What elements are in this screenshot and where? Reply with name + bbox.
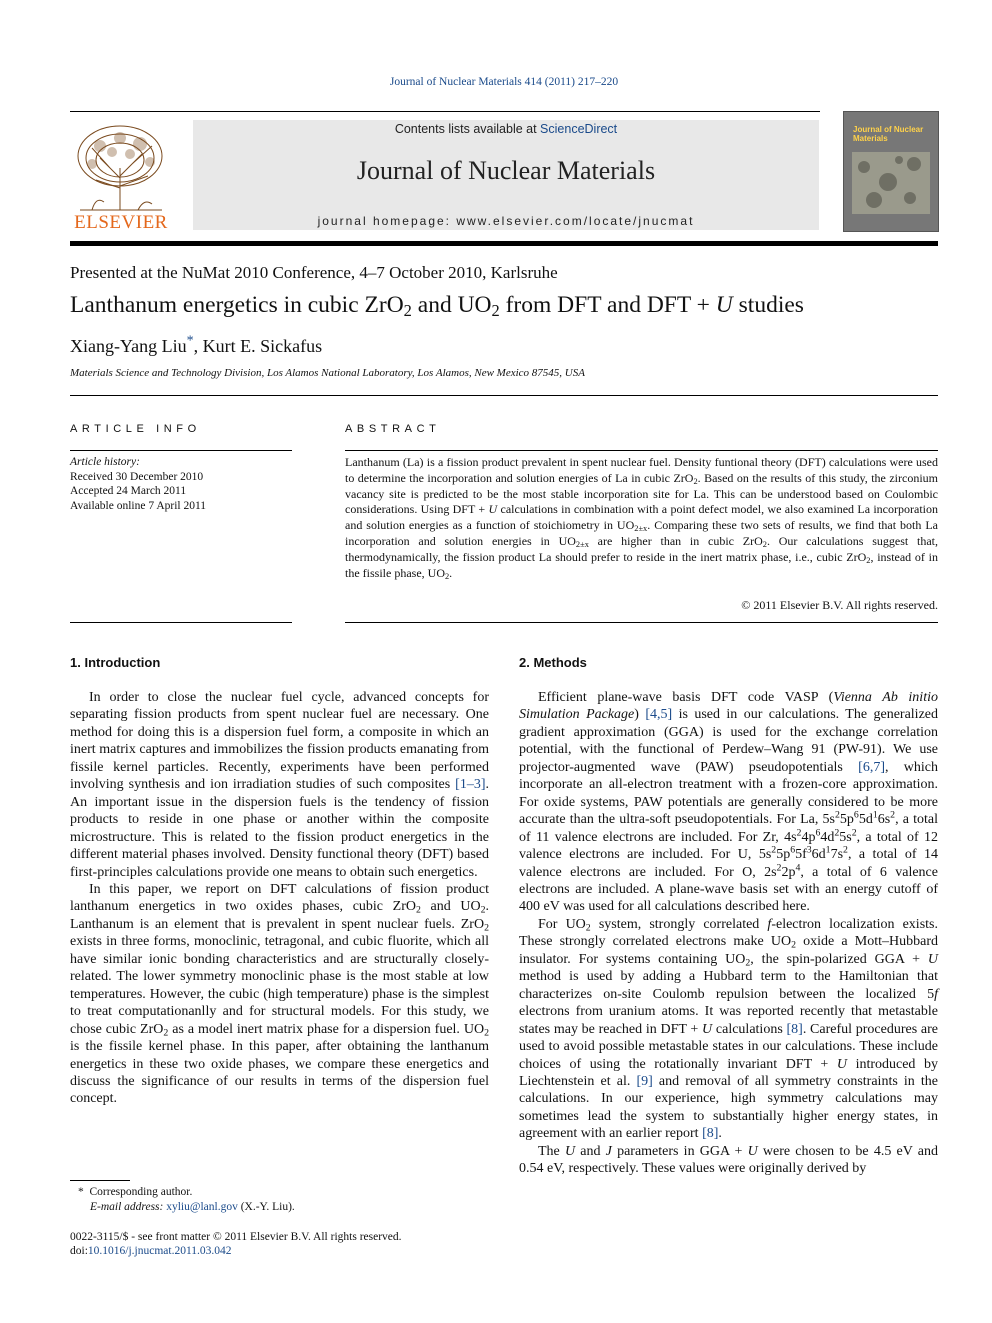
journal-reference[interactable]: Journal of Nuclear Materials 414 (2011) 217–220 (389, 76, 619, 88)
paragraph: For $UO_2$ system, strongly correlated f-electron localization exists. These strongly correlated electrons make $UO_2$ oxide a Mott–Hubbard insulator. For systems containing $UO_2$, the spin-polarized GGA + U method is used by adding a Hubbard term to the Hamiltonian that characterizes on-site Coulomb repulsion between the localized 5f electrons from uranium atoms. It was reported recently that metastable states may be reached in DFT + U calculations [8]. Careful procedures are used to avoid possible metastable states in our calculations. These include choices of using the rotationally invariant DFT + U introduced by Liechtenstein et al. [9] and removal of all symmetry constraints in the calculations. In our experience, high symmetry calculations may sometimes lead the system to substantially higher energy states, in agreement with an earlier report [8]. (519, 916, 939, 1142)
copyright-notice: © 2011 Elsevier B.V. All rights reserved. (741, 598, 938, 612)
contents-line (193, 122, 819, 136)
title-part: Lanthanum energetics in cubic ZrO (70, 292, 404, 318)
title-part: from DFT and DFT + (499, 292, 716, 318)
citation-link[interactable]: [6,7] (858, 759, 885, 775)
article-history (70, 455, 206, 513)
body-column-left (70, 689, 489, 1108)
elsevier-logo (70, 118, 172, 232)
paragraph: Efficient plane-wave basis DFT code VASP (Vienna Ab initio Simulation Package) [4,5] is used in our calculations. The generalized gradient approximation (GGA) is used for the exchange correlation potential, with the functional of Perdew–Wang 91 (PW-91). We use projector-augmented wave (PAW) pseudopotentials [6,7], which incorporate an all-electron treatment with a frozen-core approximation. For oxide systems, PAW potentials are generally considered to be more accurate than the ultra-soft pseudopotentials. For La, $5s^25p^65d^16s^2$, a total of 11 valence electrons are included. For Zr, $4s^24p^64d^25s^2$, a total of 12 valence electrons are included. For U, $5s^25p^65f^36d^17s^2$, a total of 14 valence electrons are included. For O, $2s^22p^4$, a total of 6 valence electrons are included. A plane-wave basis set with an energy cutoff of 400 eV was used for all calculations described here. (519, 690, 939, 915)
elsevier-wordmark: ELSEVIER (74, 212, 168, 233)
footnote-mark: * (78, 1186, 84, 1198)
email-link[interactable]: xyliu@lanl.gov (166, 1201, 238, 1213)
received-date: Received 30 December 2010 (70, 470, 204, 483)
body-column-right (519, 689, 938, 1178)
title-subscript: 2 (491, 301, 500, 321)
sciencedirect-link[interactable]: ScienceDirect (540, 122, 618, 136)
masthead-top-rule (70, 111, 820, 112)
abstract-rule (345, 450, 938, 451)
online-date: Available online 7 April 2011 (70, 499, 207, 512)
abstract-body: Lanthanum (La) is a fission product prevalent in spent nuclear fuel. Density funtional theory (DFT) calculations were used to determine the incorporation and solution energies of La in cubic ZrO$_2$. Based on the results of this study, the zirconium vacancy site is predicted to be the most stable incorporation site for La. This can be understood based on Coulombic considerations. Using DFT + U calculations in combination with a point defect model, we also examined La incorporation and solution energies as a function of stoichiometry in $UO_{2\pm x}$. Comparing these two sets of results, we find that both La incorporation and solution energies in $UO_{2\pm x}$ are higher than in cubic ZrO$_2$. Our calculations suggest that, thermodynamically, the fission product La should prefer to reside in the inert matrix phase, i.e., cubic ZrO$_2$, instead of in the fissile phase, $UO_2$. (345, 455, 939, 581)
section-heading-methods: 2. Methods (519, 655, 587, 670)
journal-cover-thumbnail (843, 111, 939, 232)
corresponding-author-mark[interactable]: * (186, 333, 194, 349)
abstract-heading: ABSTRACT (345, 423, 441, 435)
author-name: Xiang-Yang Liu (70, 336, 187, 356)
journal-title: Journal of Nuclear Materials (356, 156, 656, 185)
page-footer (70, 1230, 402, 1258)
doi-link[interactable]: 10.1016/j.jnucmat.2011.03.042 (87, 1245, 232, 1257)
footnote-label: Corresponding author. (89, 1186, 193, 1198)
article-info-rule-bottom (70, 622, 292, 623)
email-suffix: (X.-Y. Liu). (237, 1201, 295, 1213)
history-label: Article history: (70, 456, 140, 468)
paragraph: The U and J parameters in GGA + U were chosen to be 4.5 eV and 0.54 eV, respectively. These values were originally derived by (519, 1143, 938, 1177)
section-heading-introduction: 1. Introduction (70, 655, 161, 670)
author-separator: , (193, 336, 203, 356)
conference-note: Presented at the NuMat 2010 Conference, 4–7 October 2010, Karlsruhe (70, 263, 558, 282)
email-note (78, 1200, 295, 1215)
doi-label: doi: (70, 1245, 88, 1257)
title-part: studies (732, 292, 804, 318)
issn-line: 0022-3115/$ - see front matter © 2011 Elsevier B.V. All rights reserved. (70, 1231, 402, 1243)
paragraph: In this paper, we report on DFT calculations of fission product lanthanum energetics in two oxides phases, cubic ZrO$_2$ and $UO_2$. Lanthanum is an element that is prevalent in spent nuclear fuels. ZrO$_2$ exists in three forms, monoclinic, tetragonal, and cubic fluorite, which all have similar ionic bonding characteristics and are structurally closely-related. The lower symmetry monoclinic phase is the most stable at low temperatures. However, the cubic (high temperature) phase is the simplest to treat computationanlly and for structural models. For this study, we chose cubic ZrO$_2$ as a model inert matrix phase for a dispersion fuel. $UO_2$ is the fissile kernel phase. In this paper, after obtaining the lanthanum energetics in these two oxide phases, we compare these energetics and discuss the significance of our results in terms of the dispersion fuel concept. (70, 881, 489, 1107)
article-info-rule (70, 450, 292, 451)
contents-prefix: Contents lists available at (394, 122, 541, 136)
title-divider (70, 395, 938, 396)
masthead-thick-rule (70, 241, 938, 246)
citation-link[interactable]: [4,5] (645, 707, 673, 723)
citation-link[interactable]: [9] (636, 1073, 653, 1089)
paragraph: In order to close the nuclear fuel cycle, advanced concepts for separating fission products from spent nuclear fuel are necessary. One method for doing this is a dispersion fuel form, a composite in which an inert matrix captures and immobilizes the fission products emanating from fissile kernel particles. Recently, experiments have been performed involving synthesis and ion irradiation studies of such composites [1–3]. An important issue in the dispersion fuels is the tendency of fission products to reside in one phase or another within the composite microstructure. This is related to the fission product energetics in the different material phases involved. Density functional theory (DFT) based first-principles calculations provide one means to obtain such energetics. (70, 690, 489, 880)
article-title (70, 292, 804, 319)
footnote-rule (70, 1180, 130, 1181)
author-name: Kurt E. Sickafus (202, 336, 323, 356)
title-subscript: 2 (403, 301, 412, 321)
affiliation: Materials Science and Technology Division, Los Alamos National Laboratory, Los Alamos, New Mexico 87545, USA (70, 367, 585, 379)
citation-link[interactable]: [8] (702, 1126, 719, 1142)
corresponding-author-note (78, 1185, 295, 1200)
article-info-heading: ARTICLE INFO (70, 423, 201, 435)
accepted-date: Accepted 24 March 2011 (70, 485, 187, 498)
author-list (70, 333, 323, 357)
title-part: and UO (411, 292, 492, 318)
abstract-rule-bottom (345, 622, 938, 623)
journal-homepage[interactable]: journal homepage: www.elsevier.com/locate/jnucmat (317, 214, 695, 228)
doi-line (70, 1244, 402, 1258)
citation-link[interactable]: [8] (786, 1021, 803, 1037)
cover-title: Journal of Nuclear Materials (853, 125, 924, 143)
email-label: E-mail address: (90, 1201, 164, 1213)
title-italic: U (715, 292, 733, 318)
footnote (78, 1185, 295, 1215)
citation-link[interactable]: [1–3] (455, 777, 486, 793)
